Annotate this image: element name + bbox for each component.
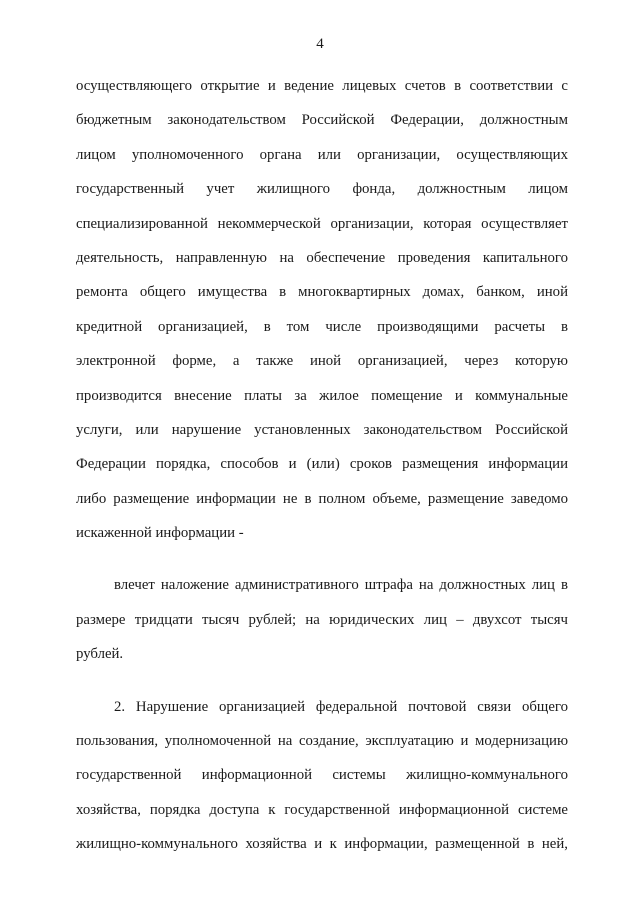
- text-line: электронной форме, а также иной организацией, через которую: [76, 353, 568, 370]
- text-line: Федерации порядка, способов и (или) сроков размещения информации: [76, 456, 568, 473]
- text-line: влечет наложение административного штрафа на должностных лиц в: [114, 577, 568, 594]
- text-line: размере тридцати тысяч рублей; на юридических лиц – двухсот тысяч: [76, 611, 568, 628]
- document-body: [76, 69, 568, 862]
- page-number: 4: [316, 36, 324, 52]
- text-line: государственной информационной системы жилищно-коммунального: [76, 767, 568, 784]
- text-line: услуги, или нарушение установленных законодательством Российской: [76, 421, 568, 438]
- text-line: жилищно-коммунального хозяйства и к информации, размещенной в ней,: [76, 836, 568, 853]
- text-line: осуществляющего открытие и ведение лицевых счетов в соответствии с: [76, 78, 568, 94]
- paragraph-spacer: [76, 672, 568, 690]
- text-line: 2. Нарушение организацией федеральной почтовой связи общего: [114, 698, 568, 715]
- paragraph-2: [76, 568, 568, 671]
- text-line: искаженной информации -: [76, 525, 244, 542]
- text-line: деятельность, направленную на обеспечение проведения капитального: [76, 249, 568, 266]
- text-line: лицом уполномоченного органа или организации, осуществляющих: [76, 146, 568, 163]
- text-line: пользования, уполномоченной на создание, эксплуатацию и модернизацию: [76, 733, 568, 750]
- text-line: либо размещение информации не в полном объеме, размещение заведомо: [76, 490, 568, 507]
- text-line: рублей.: [76, 646, 124, 663]
- paragraph-3: [76, 690, 568, 862]
- text-line: государственный учет жилищного фонда, должностным лицом: [76, 181, 568, 198]
- paragraph-spacer: [76, 550, 568, 568]
- paragraph-1: [76, 69, 568, 550]
- text-line: бюджетным законодательством Российской Федерации, должностным: [76, 112, 568, 129]
- text-line: кредитной организацией, в том числе производящими расчеты в: [76, 318, 568, 335]
- text-line: производится внесение платы за жилое помещение и коммунальные: [76, 387, 568, 404]
- text-line: специализированной некоммерческой организации, которая осуществляет: [76, 215, 568, 232]
- text-line: ремонта общего имущества в многоквартирных домах, банком, иной: [76, 284, 568, 301]
- text-line: хозяйства, порядка доступа к государственной информационной системе: [76, 801, 568, 818]
